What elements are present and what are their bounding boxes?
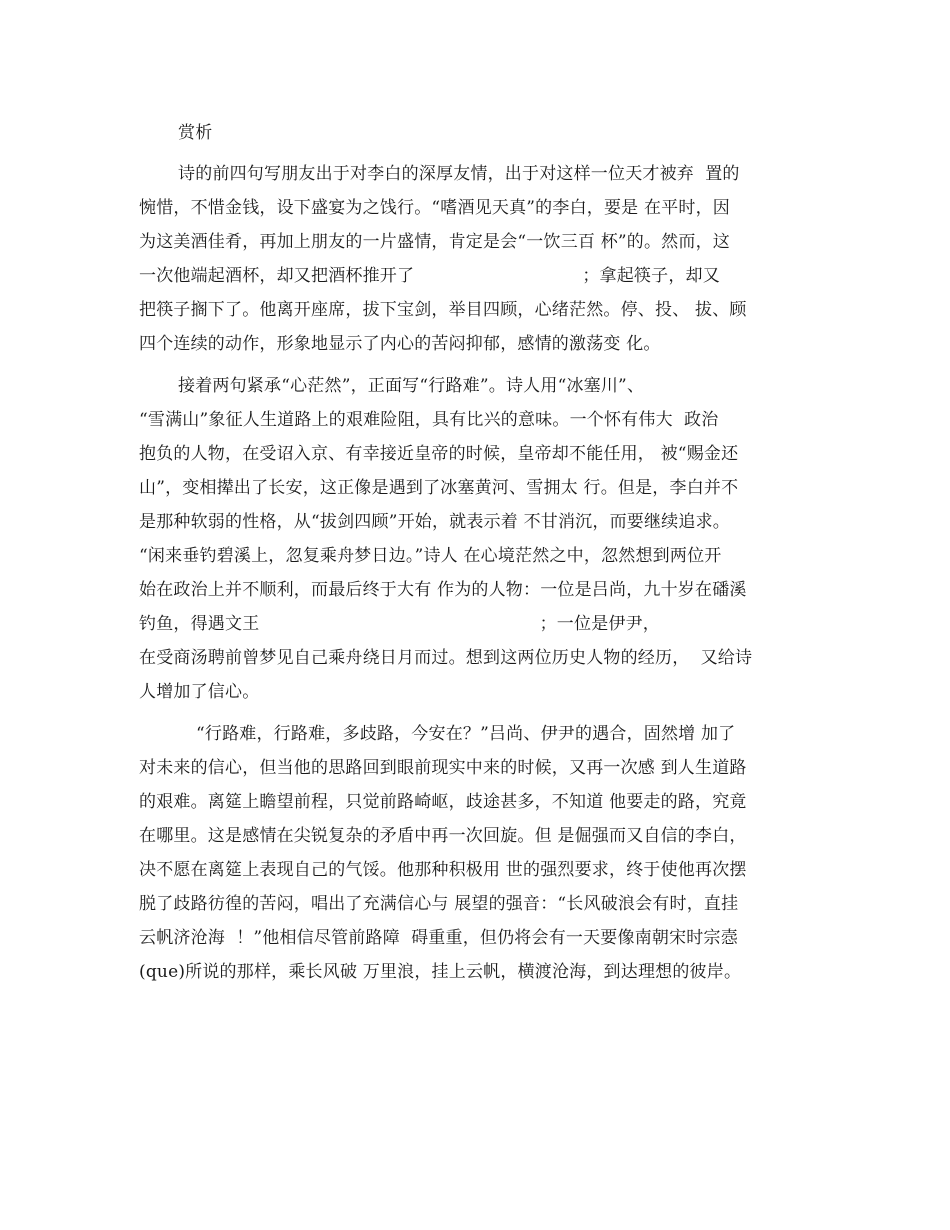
text-line: 钓鱼，得遇文王 ；一位是伊尹， <box>139 614 660 634</box>
text-line: 山”，变相撵出了长安，这正像是遇到了冰塞黄河、雪拥太 行。但是，李白并不 <box>139 478 739 498</box>
text-line: 接着两句紧承“心茫然”，正面写“行路难”。诗人用“冰塞川”、 <box>178 376 645 396</box>
text-line: 在受商汤聘前曾梦见自己乘舟绕日月而过。想到这两位历史人物的经历， 又给诗 <box>139 648 753 668</box>
text-line: “雪满山”象征人生道路上的艰难险阻，具有比兴的意味。一个怀有伟大 政治 <box>139 410 719 430</box>
text-line: 对未来的信心，但当他的思路回到眼前现实中来的时候，又再一次感 到人生道路 <box>139 758 747 778</box>
text-line: “闲来垂钓碧溪上，忽复乘舟梦日边。”诗人 在心境茫然之中，忽然想到两位开 <box>139 546 722 566</box>
text-line: 是那种软弱的性格，从“拔剑四顾”开始，就表示着 不甘消沉，而要继续追求。 <box>139 512 730 532</box>
text-line: “行路难，行路难，多歧路，今安在？”吕尚、伊尹的遇合，固然增 加了 <box>196 724 736 744</box>
text-line: 一次他端起酒杯，却又把酒杯推开了 ；拿起筷子，却又 <box>139 266 720 286</box>
text-line: 为这美酒佳肴，再加上朋友的一片盛情，肯定是会“一饮三百 杯”的。然而，这 <box>139 232 730 252</box>
text-line: 把筷子搁下了。他离开座席，拔下宝剑，举目四顾，心绪茫然。停、投、 拔、顾 <box>139 300 747 320</box>
text-line: 决不愿在离筵上表现自己的气馁。他那种积极用 世的强烈要求，终于使他再次摆 <box>139 860 747 880</box>
text-line: 始在政治上并不顺利，而最后终于大有 作为的人物：一位是吕尚，九十岁在磻溪 <box>139 580 747 600</box>
text-line: 云帆济沧海 ！”他相信尽管前路障 碍重重，但仍将会有一天要像南朝宋时宗悫 <box>139 928 738 948</box>
text-line: 人增加了信心。 <box>139 682 260 702</box>
text-line: (que)所说的那样，乘长风破 万里浪，挂上云帆，横渡沧海，到达理想的彼岸。 <box>139 962 742 982</box>
heading: 赏析 <box>178 123 213 143</box>
text-line: 四个连续的动作，形象地显示了内心的苦闷抑郁，感情的激荡变 化。 <box>139 334 661 354</box>
text-line: 诗的前四句写朋友出于对李白的深厚友情，出于对这样一位天才被弃 置的 <box>178 164 740 184</box>
text-line: 抱负的人物，在受诏入京、有幸接近皇帝的时候，皇帝却不能任用， 被“赐金还 <box>139 444 739 464</box>
text-line: 惋惜，不惜金钱，设下盛宴为之饯行。“嗜酒见天真”的李白，要是 在平时，因 <box>139 198 730 218</box>
text-line: 在哪里。这是感情在尖锐复杂的矛盾中再一次回旋。但 是倔强而又自信的李白， <box>139 826 747 846</box>
text-line: 的艰难。离筵上瞻望前程，只觉前路崎岖，歧途甚多，不知道 他要走的路，究竟 <box>139 792 747 812</box>
text-line: 脱了歧路彷徨的苦闷，唱出了充满信心与 展望的强音：“长风破浪会有时，直挂 <box>139 894 739 914</box>
